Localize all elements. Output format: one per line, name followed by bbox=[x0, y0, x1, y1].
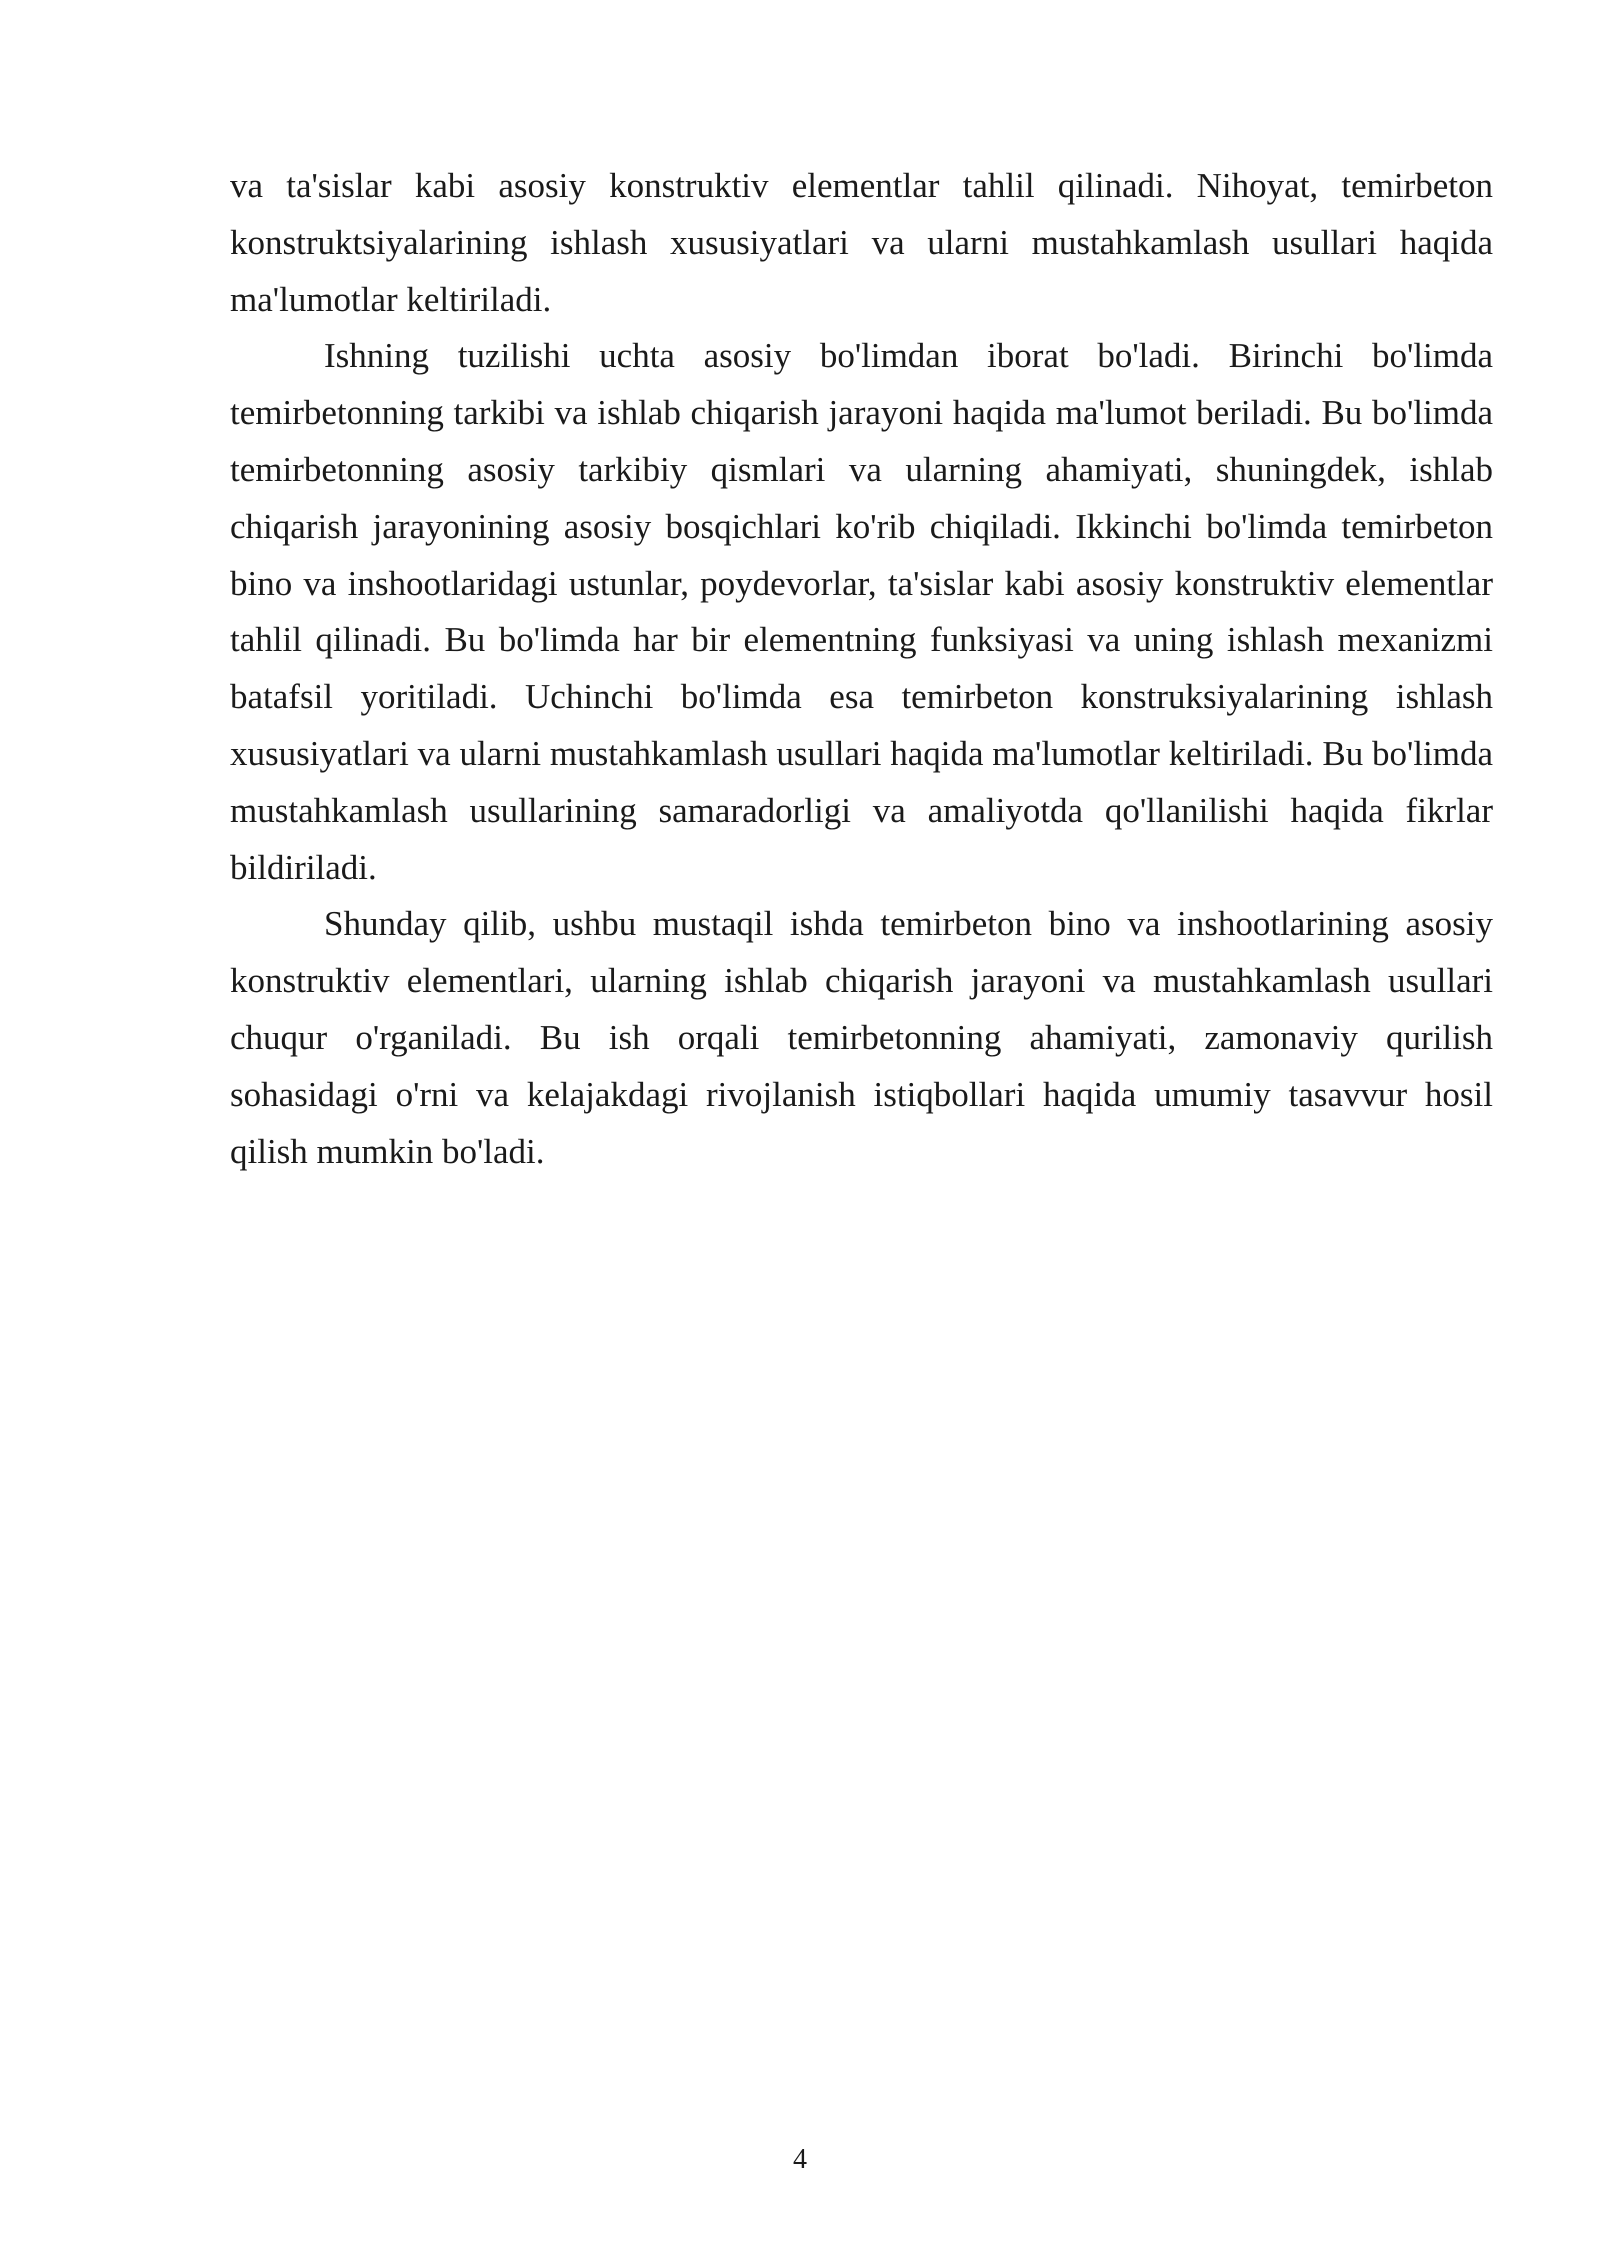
paragraph-continuation: va ta'sislar kabi asosiy konstruktiv elementlar tahlil qilinadi. Nihoyat, temirbeton konstruktsiyalarining ishlash xususiyatlari va ularni mustahkamlash usullari haqida ma'lumotlar keltiriladi. bbox=[230, 166, 1493, 319]
page-number: 4 bbox=[793, 2144, 807, 2175]
paragraph-structure: Ishning tuzilishi uchta asosiy bo'limdan iborat bo'ladi. Birinchi bo'limda temirbetonning tarkibi va ishlab chiqarish jarayoni haqida ma'lumot beriladi. Bu bo'limda temirbetonning asosiy tarkibiy qismlari va ularning ahamiyati, shuningdek, ishlab chiqarish jarayonining asosiy bosqichlari ko'rib chiqiladi. Ikkinchi bo'limda temirbeton bino va inshootlaridagi ustunlar, poydevorlar, ta'sislar kabi asosiy konstruktiv elementlar tahlil qilinadi. Bu bo'limda har bir elementning funksiyasi va uning ishlash mexanizmi batafsil yoritiladi. Uchinchi bo'limda esa temirbeton konstruksiyalarining ishlash xususiyatlari va ularni mustahkamlash usullari haqida ma'lumotlar keltiriladi. Bu bo'limda mustahkamlash usullarining samaradorligi va amaliyotda qo'llanilishi haqida fikrlar bildiriladi. bbox=[230, 336, 1493, 887]
paragraph-conclusion: Shunday qilib, ushbu mustaqil ishda temirbeton bino va inshootlarining asosiy konstruktiv elementlari, ularning ishlab chiqarish jarayoni va mustahkamlash usullari chuqur o'rganiladi. Bu ish orqali temirbetonning ahamiyati, zamonaviy qurilish sohasidagi o'rni va kelajakdagi rivojlanish istiqbollari haqida umumiy tasavvur hosil qilish mumkin bo'ladi. bbox=[230, 904, 1493, 1171]
body-text bbox=[230, 158, 1493, 1180]
